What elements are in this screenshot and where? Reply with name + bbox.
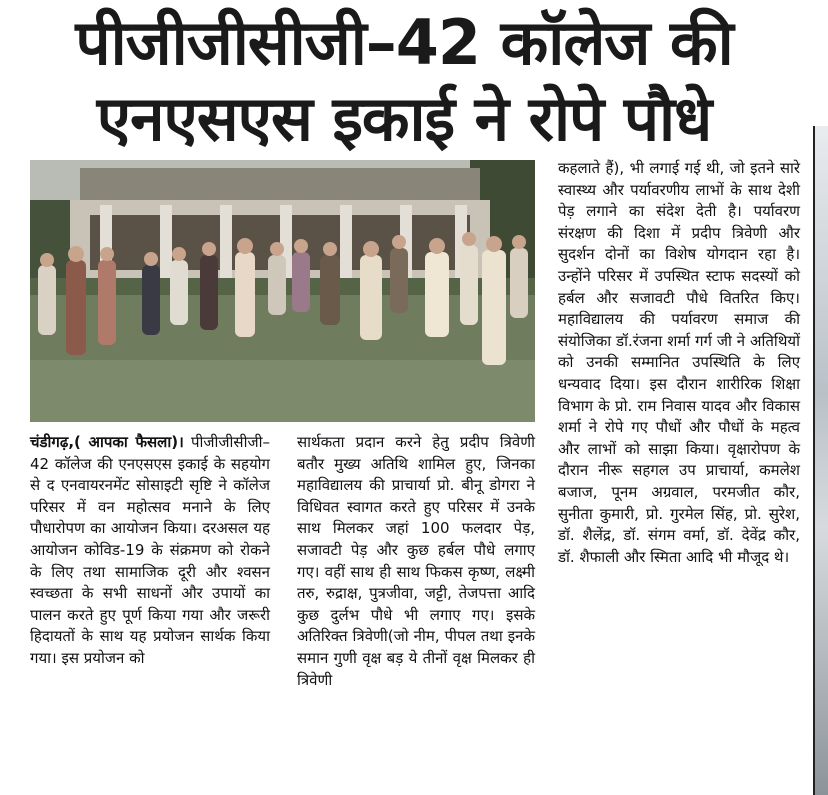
photo-illustration	[30, 160, 535, 422]
article-text-col1: पीजीजीसीजी–42 कॉलेज की एनएसएस इकाई के सहयोग से द एनवायरनमेंट सोसाइटी सृष्टि ने कॉलेज परिसर में वन महोत्सव मनाने के लिए पौधारोपण का आयोजन किया। दरअसल यह आयोजन कोविड-19 के संक्रमण को रोकने के लिए तथा सामाजिक दूरी और श्वसन स्वच्छता के सभी साधनों और उपायों का पालन करते हुए पूर्ण किया गया और जरूरी हिदायतों के साथ यह प्रयोजन सार्थक किया गया। इस प्रयोजन को	[30, 433, 270, 667]
news-photo	[30, 160, 535, 422]
article-column-2	[297, 432, 535, 762]
article-text-col2: सार्थकता प्रदान करने हेतु प्रदीप त्रिवेणी बतौर मुख्य अतिथि शामिल हुए, जिनका महाविद्यालय की प्राचार्या प्रो. बीनू डोगरा ने विधिवत स्वागत करते हुए परिसर में उनके साथ मिलकर जहां 100 फलदार पेड़, सजावटी पेड़ और कुछ हर्बल पौधे लगाए गए। वहीं साथ ही साथ फिकस कृष्ण, लक्ष्मी तरु, रुद्राक्ष, पुत्रजीवा, जट्टी, तेजपत्ता आदि कुछ दुर्लभ पौधे भी लगाए गए। इसके अतिरिक्त त्रिवेणी(जो नीम, पीपल तथा इनके समान गुणी वृक्ष बड़ ये तीनों वृक्ष मिलकर ही त्रिवेणी	[297, 433, 535, 689]
article-column-3	[558, 158, 800, 763]
headline-line-2: एनएसएस इकाई ने रोपे पौधे	[96, 82, 712, 155]
dateline: चंडीगढ़,( आपका फैसला)।	[30, 433, 184, 451]
adjacent-page-edge	[815, 126, 828, 795]
article-text-col3: कहलाते हैं), भी लगाई गई थी, जो इतने सारे स्वास्थ्य और पर्यावरणीय लाभों के साथ देशी पेड़ लगाने का संदेश देती है। पर्यावरण संरक्षण की दिशा में प्रदीप त्रिवेणी और सुदर्शन दोनों का विशेष योगदान रहा है। उन्होंने परिसर में उपस्थित स्टाफ सदस्यों को हर्बल और सजावटी पौधे वितरित किए। महाविद्यालय की पर्यावरण समाज की संयोजिका डॉ.रंजना शर्मा गर्ग जी ने अतिथियों को उनकी सम्मानित उपस्थिति के लिए धन्यवाद दिया। इस दौरान शारीरिक शिक्षा विभाग के प्रो. राम निवास यादव और विकास शर्मा ने रोपे गए पौधों और पौधों के महत्व और लाभों को साझा किया। वृक्षारोपण के दौरान नीरू सहगल उप प्राचार्या, कमलेश बजाज, पूनम अग्रवाल, परमजीत कौर, सुनीता कुमारी, प्रो. गुरमेल सिंह, प्रो. सुरेश, डॉ. शैलेंद्र, डॉ. संगम वर्मा, डॉ. देवेंद्र कौर, डॉ. शैफाली और स्मिता आदि भी मौजूद थे।	[558, 159, 800, 566]
headline-line-1: पीजीजीसीजी–42 कॉलेज की	[75, 6, 733, 79]
article-column-1	[30, 432, 270, 762]
